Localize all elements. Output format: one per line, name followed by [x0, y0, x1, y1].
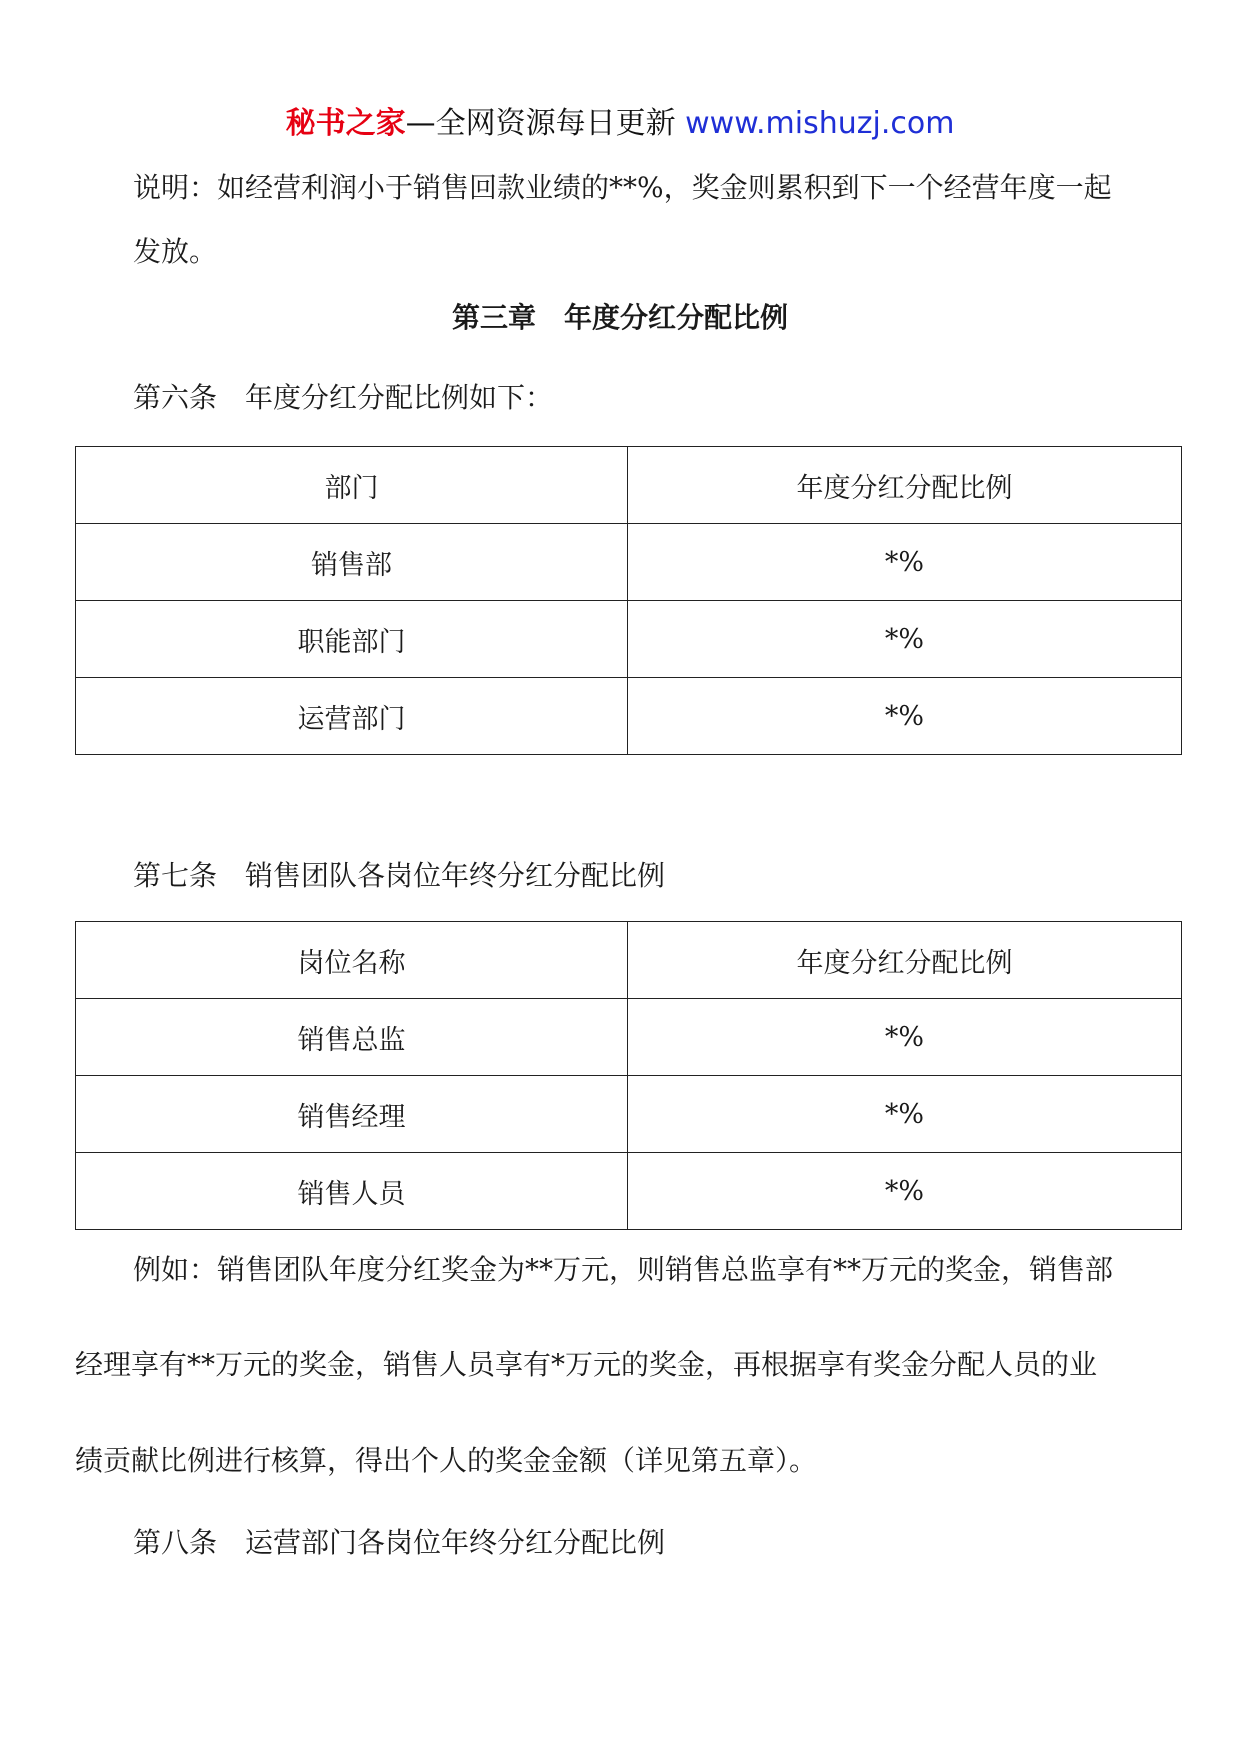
example-line-3: 绩贡献比例进行核算，得出个人的奖金金额（详见第五章）。: [75, 1444, 818, 1477]
header-position: 岗位名称: [76, 922, 628, 999]
table-header-row: [76, 922, 1182, 999]
table-header-row: [76, 447, 1182, 524]
department-ratio-table: [75, 446, 1182, 755]
position-cell: 销售经理: [76, 1076, 628, 1153]
position-cell: 销售总监: [76, 999, 628, 1076]
site-header: [0, 100, 1240, 148]
note-line-2: 发放。: [133, 235, 218, 268]
sales-position-ratio-table: [75, 921, 1182, 1230]
ratio-cell: *%: [628, 1076, 1182, 1153]
table-row: [76, 524, 1182, 601]
table-row: [76, 678, 1182, 755]
department-cell: 职能部门: [76, 601, 628, 678]
article-6-title: 第六条 年度分红分配比例如下：: [133, 381, 554, 414]
article-8-title: 第八条 运营部门各岗位年终分红分配比例: [133, 1526, 666, 1559]
department-cell: 销售部: [76, 524, 628, 601]
position-cell: 销售人员: [76, 1153, 628, 1230]
chapter-title: 第三章 年度分红分配比例: [451, 301, 788, 334]
department-cell: 运营部门: [76, 678, 628, 755]
article-7-title: 第七条 销售团队各岗位年终分红分配比例: [133, 859, 666, 892]
ratio-cell: *%: [628, 601, 1182, 678]
header-ratio: 年度分红分配比例: [628, 447, 1182, 524]
note-line-1: 说明：如经营利润小于销售回款业绩的**%，奖金则累积到下一个经营年度一起: [133, 171, 1112, 204]
site-tagline: —全网资源每日更新: [405, 106, 686, 141]
table-row: [76, 1153, 1182, 1230]
table-row: [76, 999, 1182, 1076]
example-line-1: 例如：销售团队年度分红奖金为**万元，则销售总监享有**万元的奖金，销售部: [133, 1253, 1114, 1286]
ratio-cell: *%: [628, 524, 1182, 601]
ratio-cell: *%: [628, 678, 1182, 755]
ratio-cell: *%: [628, 999, 1182, 1076]
site-url-link[interactable]: www.mishuzj.com: [685, 106, 955, 141]
header-ratio: 年度分红分配比例: [628, 922, 1182, 999]
header-department: 部门: [76, 447, 628, 524]
ratio-cell: *%: [628, 1153, 1182, 1230]
table-row: [76, 1076, 1182, 1153]
site-brand: 秘书之家: [285, 106, 406, 141]
table-row: [76, 601, 1182, 678]
example-line-2: 经理享有**万元的奖金，销售人员享有*万元的奖金，再根据享有奖金分配人员的业: [75, 1348, 1098, 1381]
